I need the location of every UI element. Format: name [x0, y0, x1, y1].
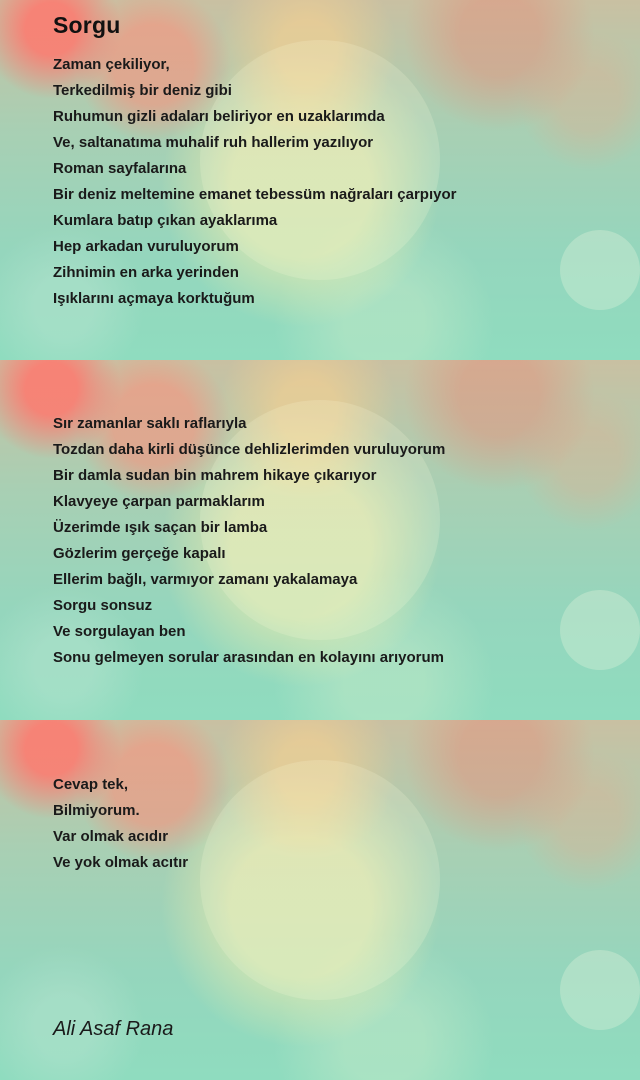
poem-line: Zaman çekiliyor, [53, 56, 170, 73]
poem-line: Gözlerim gerçeğe kapalı [53, 545, 226, 562]
poem-line: Sorgu sonsuz [53, 597, 153, 614]
poem-line: Tozdan daha kirli düşünce dehlizlerimden vuruluyorum [53, 441, 446, 458]
poem-title: Sorgu [53, 12, 121, 38]
poem-author: Ali Asaf Rana [53, 1018, 174, 1040]
poem-line: Bir deniz meltemine emanet tebessüm nağraları çarpıyor [53, 186, 457, 203]
poem-panel-2 [0, 360, 640, 720]
stanza-3 [53, 772, 188, 876]
poem-line: Ve sorgulayan ben [53, 623, 186, 640]
poem-line: Roman sayfalarına [53, 160, 187, 177]
poem-line: Kumlara batıp çıkan ayaklarıma [53, 212, 278, 229]
poem-panel-3 [0, 720, 640, 1080]
poem-line: Sır zamanlar saklı raflarıyla [53, 415, 247, 432]
poem-line: Ve yok olmak acıtır [53, 854, 189, 871]
poem-line: Bilmiyorum. [53, 802, 140, 819]
poem-line: Sonu gelmeyen sorular arasından en kolayını arıyorum [53, 649, 444, 666]
poem-line: Cevap tek, [53, 776, 129, 793]
stanza-1 [53, 52, 456, 312]
poem-panel-1 [0, 0, 640, 360]
poem-line: Zihnimin en arka yerinden [53, 264, 239, 281]
poem-line: Bir damla sudan bin mahrem hikaye çıkarıyor [53, 467, 377, 484]
poem-line: Terkedilmiş bir deniz gibi [53, 82, 232, 99]
poem-line: Klavyeye çarpan parmaklarım [53, 493, 265, 510]
poem-line: Işıklarını açmaya korktuğum [53, 290, 255, 307]
poem-line: Ve, saltanatıma muhalif ruh hallerim yazılıyor [53, 134, 374, 151]
poem-line: Ellerim bağlı, varmıyor zamanı yakalamaya [53, 571, 358, 588]
poem-line: Hep arkadan vuruluyorum [53, 238, 239, 255]
poem-line: Ruhumun gizli adaları beliriyor en uzaklarımda [53, 108, 385, 125]
stanza-2 [53, 411, 445, 671]
poem-line: Var olmak acıdır [53, 828, 169, 845]
poem-line: Üzerimde ışık saçan bir lamba [53, 519, 268, 536]
